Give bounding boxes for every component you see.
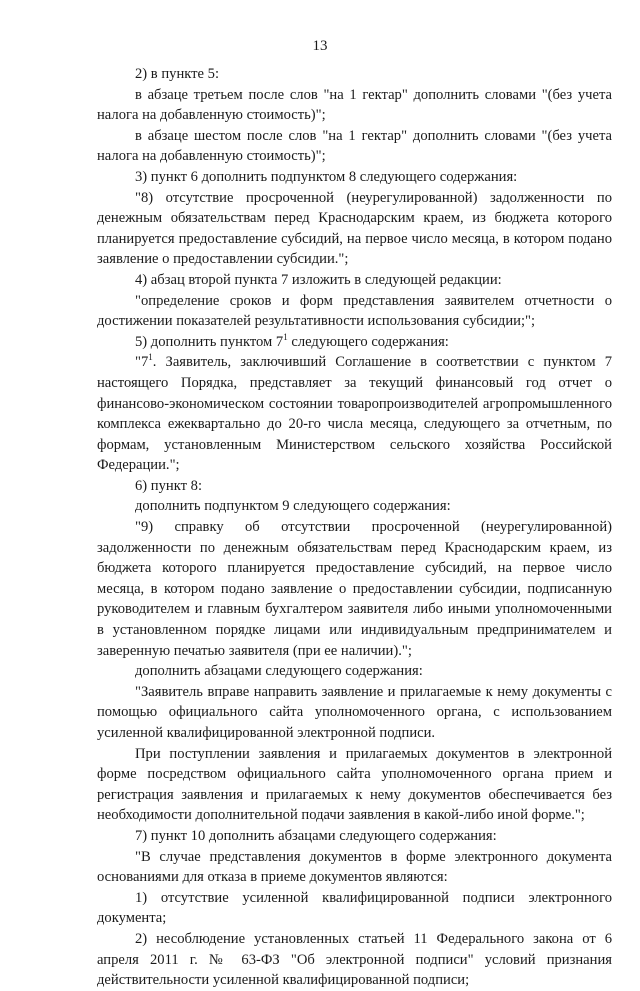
paragraph-item-7-1-before: "7 xyxy=(135,354,149,371)
paragraph-refusal-grounds: "В случае представления документов в форме электронного документа основаниями для отказа в приеме документов являются: xyxy=(97,848,612,886)
paragraph-item-4: 4) абзац второй пункта 7 изложить в следующей редакции: xyxy=(135,271,502,288)
paragraph-electronic-registration: При поступлении заявления и прилагаемых документов в электронной форме посредством официального сайта уполномоченного органа прием и регистрация заявления и прилагаемых к нему документов обеспечивается без необходимости дополнительной подачи заявления в какой-либо иной форме."; xyxy=(97,745,612,824)
paragraph-item-5-after: следующего содержания: xyxy=(287,333,449,350)
paragraph-item-5 xyxy=(97,332,612,353)
paragraph-item-2-abzac-3: в абзаце третьем после слов "на 1 гектар" дополнить словами "(без учета налога на добавленную стоимость)"; xyxy=(97,86,612,124)
paragraph-item-7-1-sup: 1 xyxy=(148,352,153,363)
paragraph-item-2-abzac-6: в абзаце шестом после слов "на 1 гектар" дополнить словами "(без учета налога на добавленную стоимость)"; xyxy=(97,127,612,165)
paragraph-electronic-submission: "Заявитель вправе направить заявление и прилагаемые к нему документы с помощью официального сайта уполномоченного органа, с использованием усиленной квалифицированной электронной подписи. xyxy=(97,683,612,741)
paragraph-item-2: 2) в пункте 5: xyxy=(135,66,220,82)
paragraph-item-5-before: 5) дополнить пунктом 7 xyxy=(135,333,284,350)
paragraph-item-7-1-after: . Заявитель, заключивший Соглашение в соответствии с пунктом 7 настоящего Порядка, представляет за текущий финансовый год отчет о финансово-экономическом состоянии товаропроизводителей агропромышленного комплекса ежеквартально до 20-го числа месяца, следующего за отчетным, по формам, установленным Министерством сельского хозяйства Российской Федерации."; xyxy=(97,354,612,474)
paragraph-subitem-9: "9) справку об отсутствии просроченной (неурегулированной) задолженности по денежным обязательствам перед Краснодарским краем, из бюджета которого планируется предоставление субсидий, на первое число месяца, в котором подано заявление о предоставлении субсидии, подписанную руководителем и главным бухгалтером заявителя либо иными уполномоченными в установленном порядке лицами или индивидуальным предпринимателем и заверенную печатью заявителя (при ее наличии)."; xyxy=(97,519,612,659)
paragraph-item-6-add-abzac: дополнить абзацами следующего содержания: xyxy=(135,663,423,680)
paragraph-item-7: 7) пункт 10 дополнить абзацами следующего содержания: xyxy=(135,827,497,844)
page-number: 13 xyxy=(312,38,328,54)
paragraph-ground-2: 2) несоблюдение установленных статьей 11 Федерального закона от 6 апреля 2011 г. № 63-ФЗ "Об электронной подписи" условий признания действительности усиленной квалифицированной подписи; xyxy=(97,930,612,989)
paragraph-item-3: 3) пункт 6 дополнить подпунктом 8 следующего содержания: xyxy=(135,168,518,185)
paragraph-ground-1: 1) отсутствие усиленной квалифицированной подписи электронного документа; xyxy=(97,889,612,927)
paragraph-item-7-1 xyxy=(97,352,612,476)
paragraph-subitem-8: "8) отсутствие просроченной (неурегулированной) задолженности по денежным обязательствам перед Краснодарским краем, из бюджета которого планируется предоставление субсидий, на первое число месяца, в котором подано заявление о предоставлении субсидии."; xyxy=(97,189,612,268)
paragraph-item-6: 6) пункт 8: xyxy=(135,477,202,494)
paragraph-item-6-add-subitem: дополнить подпунктом 9 следующего содержания: xyxy=(135,498,451,515)
document-body xyxy=(97,64,612,991)
paragraph-item-5-sup: 1 xyxy=(283,331,288,342)
paragraph-item-4-text: "определение сроков и форм представления заявителем отчетности о достижении показателей результативности использования субсидии;"; xyxy=(97,292,612,330)
